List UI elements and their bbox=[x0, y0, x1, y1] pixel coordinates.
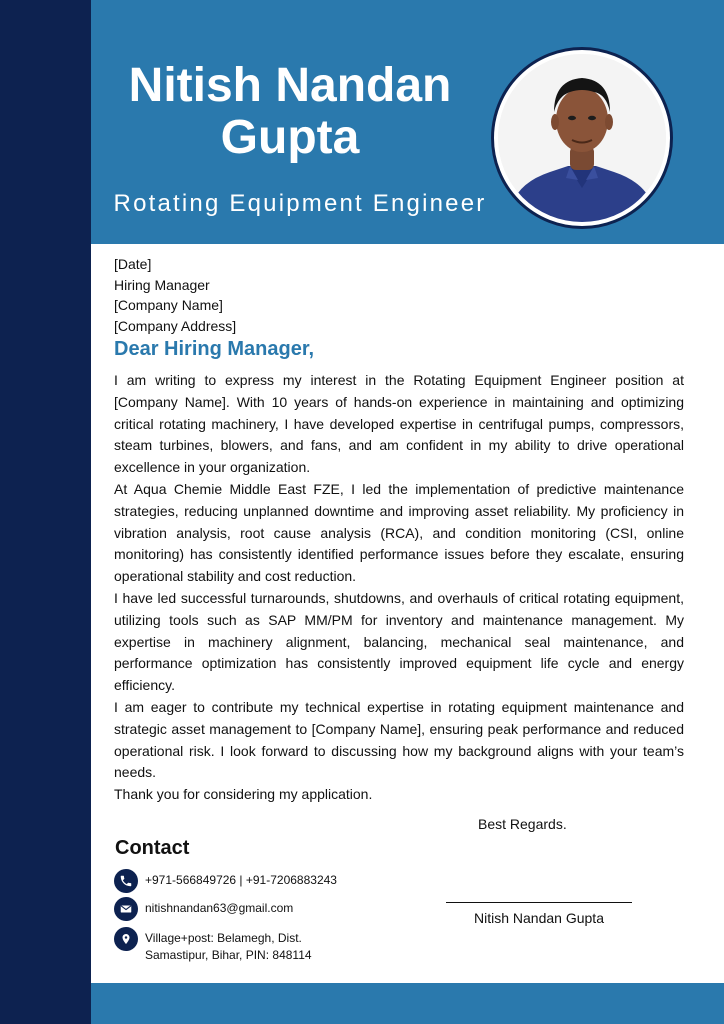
salutation: Dear Hiring Manager, bbox=[114, 338, 315, 360]
hiring-manager-line: Hiring Manager bbox=[114, 276, 210, 293]
contact-heading: Contact bbox=[115, 837, 190, 859]
paragraph-experience: At Aqua Chemie Middle East FZE, I led the implementation of predictive maintenance strategies, reducing unplanned downtime and improving asset reliability. My proficiency in vibration analysis, root cause analysis (RCA), and condition monitoring (CSI, online monitoring) has consistently identified performance issues before they escalate, ensuring operational stability and cost reduction. bbox=[114, 480, 684, 585]
contact-address-row bbox=[114, 927, 312, 964]
signature-line bbox=[446, 902, 632, 903]
job-title: Rotating Equipment Engineer bbox=[113, 190, 487, 217]
contact-email-row bbox=[114, 897, 293, 921]
phone-icon bbox=[114, 869, 138, 893]
contact-phone: +971-566849726 | +91-7206883243 bbox=[145, 873, 337, 887]
paragraph-thanks: Thank you for considering my application. bbox=[114, 786, 373, 803]
location-icon bbox=[114, 927, 138, 951]
footer-bar bbox=[91, 983, 724, 1024]
date-line: [Date] bbox=[114, 256, 152, 272]
contact-phone-row bbox=[114, 869, 337, 893]
paragraph-intro: I am writing to express my interest in the Rotating Equipment Engineer position at [Company Name]. With 10 years of hands-on experience in maintaining and optimizing critical rotating machinery, I have developed expertise in centrifugal pumps, compressors, steam turbines, blowers, and fans, and am confident in my ability to drive operational excellence in your organization. bbox=[114, 372, 684, 476]
address-line-1: Village+post: Belamegh, Dist. bbox=[145, 931, 302, 945]
letter-body bbox=[114, 370, 684, 806]
recipient-block bbox=[114, 254, 236, 336]
company-address-line: [Company Address] bbox=[114, 317, 237, 334]
candidate-name: Nitish Nandan Gupta bbox=[128, 59, 452, 164]
company-name-line: [Company Name] bbox=[114, 297, 223, 313]
left-sidebar-bar bbox=[0, 0, 91, 1024]
paragraph-motivation: I am eager to contribute my technical expertise in rotating equipment maintenance and strategic asset management to [Company Name], ensuring peak performance and reduced operational risk. I look forward to discussing how my background aligns with your team’s needs. bbox=[114, 698, 684, 781]
profile-photo bbox=[498, 54, 666, 222]
contact-email: nitishnandan63@gmail.com bbox=[145, 901, 294, 915]
closing-regards: Best Regards. bbox=[478, 816, 567, 832]
email-icon bbox=[114, 897, 138, 921]
contact-address bbox=[145, 927, 312, 964]
address-line-2: Samastipur, Bihar, PIN: 848114 bbox=[145, 948, 312, 962]
signature-name: Nitish Nandan Gupta bbox=[474, 910, 604, 926]
paragraph-skills: I have led successful turnarounds, shutdowns, and overhauls of critical rotating equipment, utilizing tools such as SAP MM/PM for inventory and maintenance management. My expertise in machinery alignment, balancing, mechanical seal maintenance, and performance optimization has consistently improved equipment life cycle and energy efficiency. bbox=[114, 589, 684, 694]
person-portrait-image bbox=[498, 54, 666, 222]
